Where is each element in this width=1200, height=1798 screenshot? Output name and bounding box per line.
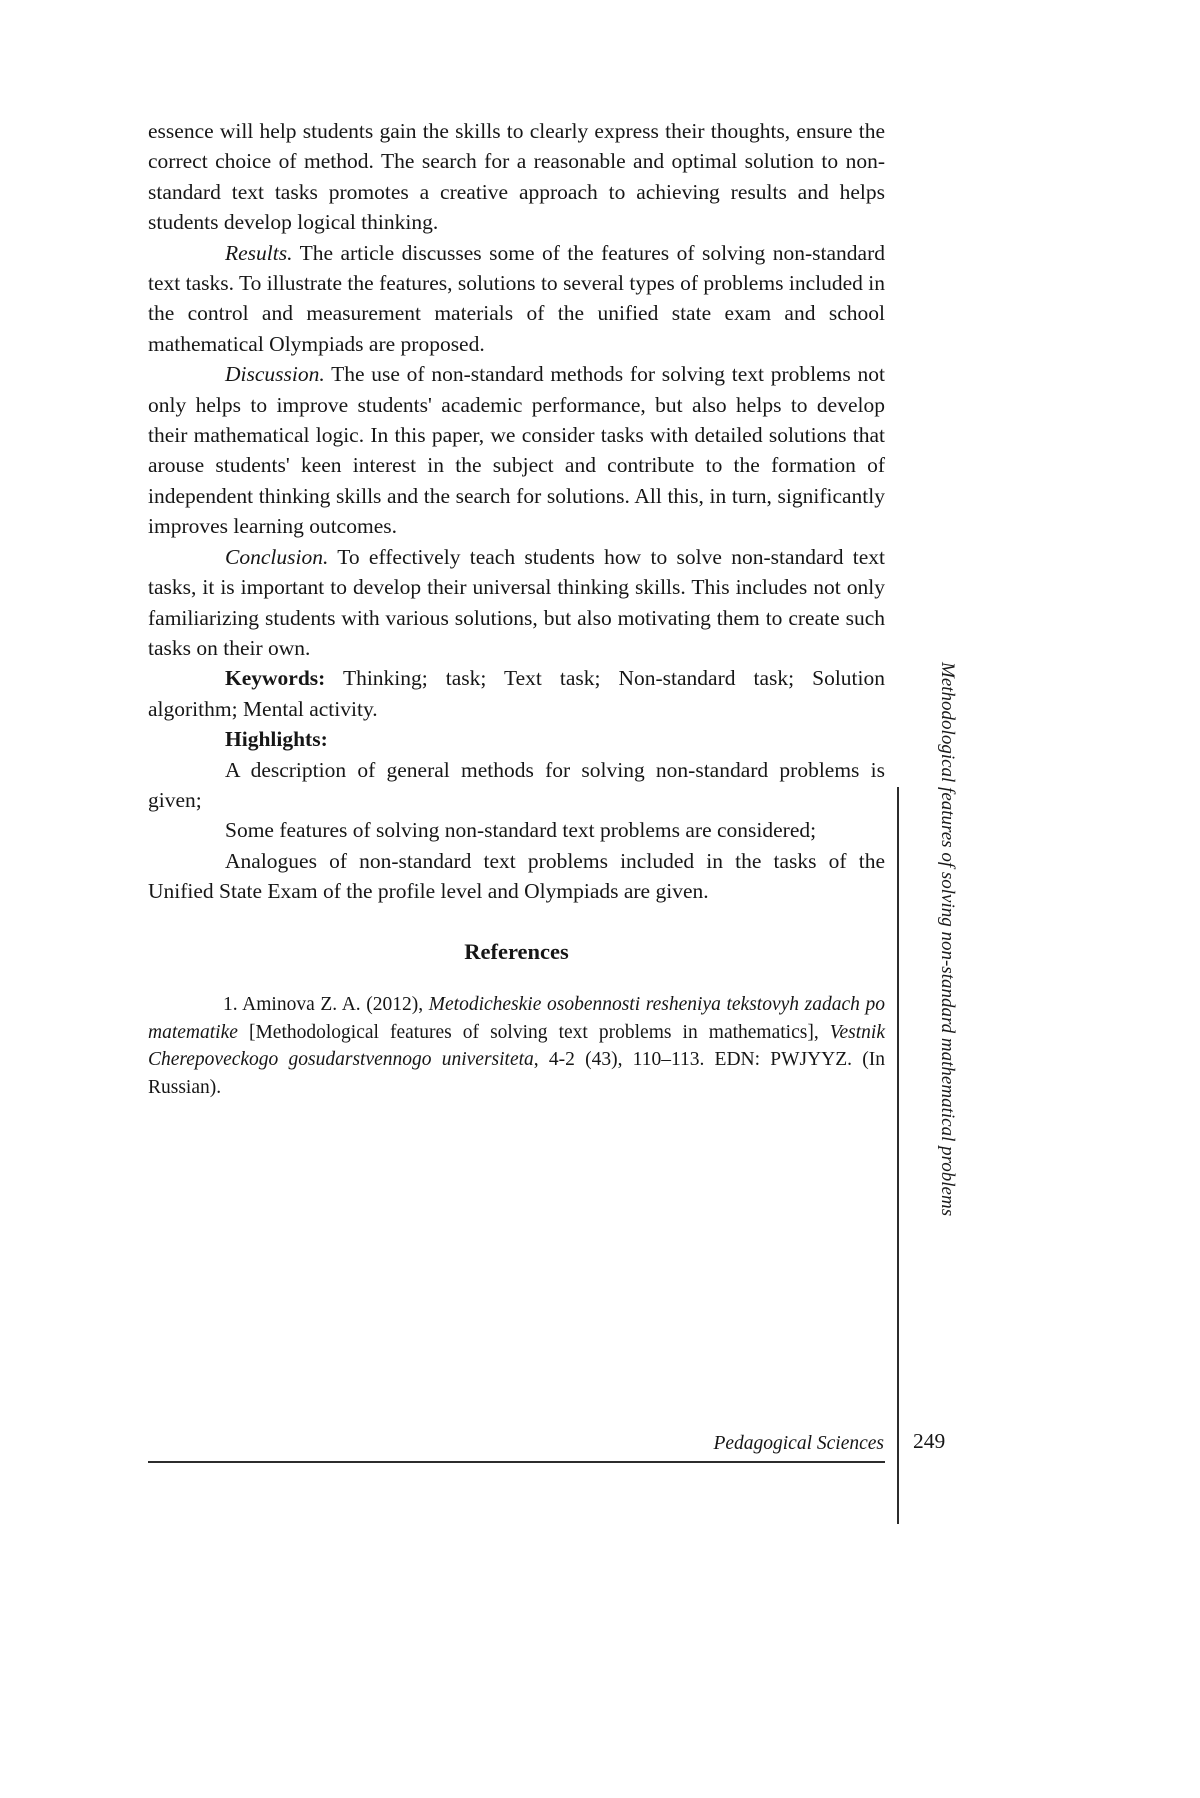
reference-segment: , 4-2 (43), 110–113. EDN: PWJYYZ. (In Russian).: [148, 1049, 886, 1098]
highlight-item: A description of general methods for solving non-standard problems is given;: [148, 757, 885, 812]
reference-segment-journal: Vestnik Cherepoveckogo gosudarstvennogo universiteta: [148, 1021, 885, 1071]
reference-segment: [Methodological features of solving text problems in mathematics],: [237, 1021, 830, 1043]
results-label: Results.: [225, 240, 293, 265]
footer-section-label: Pedagogical Sciences: [713, 1433, 884, 1454]
results-paragraph: [148, 238, 885, 360]
running-sidebar-title: Methodological features of solving non-standard mathematical problems: [937, 662, 958, 1217]
conclusion-label: Conclusion.: [225, 544, 329, 569]
highlight-item: Some features of solving non-standard text problems are considered;: [225, 818, 817, 843]
page-number: 249: [913, 1429, 946, 1453]
highlights-label: Highlights:: [225, 727, 328, 752]
intro-paragraph: essence will help students gain the skills to clearly express their thoughts, ensure the correct choice of method. The search for a reasonable and optimal solution to non-standard text tasks promotes a creative approach to achieving results and helps students develop logical thinking.: [148, 119, 885, 235]
conclusion-text: To effectively teach students how to solve non-standard text tasks, it is important to develop their universal thinking skills. This includes not only familiarizing students with various solutions, but also motivating them to create such tasks on their own.: [148, 544, 885, 660]
results-text: The article discusses some of the features of solving non-standard text tasks. To illustrate the features, solutions to several types of problems included in the control and measurement materials of the unified state exam and school mathematical Olympiads are proposed.: [148, 240, 885, 356]
footer-rule: [148, 1461, 885, 1463]
conclusion-paragraph: [148, 542, 885, 664]
discussion-text: The use of non-standard methods for solving text problems not only helps to improve students' academic performance, but also helps to develop their mathematical logic. In this paper, we consider tasks with detailed solutions that arouse students' keen interest in the subject and contribute to the formation of independent thinking skills and the search for solutions. All this, in turn, significantly improves learning outcomes.: [148, 362, 885, 539]
reference-entry: [148, 991, 885, 1101]
reference-segment-title: Metodicheskie osobennosti resheniya tekstovyh zadach po matematike: [148, 993, 885, 1043]
discussion-label: Discussion.: [225, 362, 325, 387]
keywords-text: Thinking; task; Text task; Non-standard task; Solution algorithm; Mental activity.: [148, 666, 885, 721]
keywords-label: Keywords:: [225, 666, 326, 691]
article-body: [148, 116, 885, 1101]
highlights-heading: [148, 724, 885, 754]
highlight-item: Analogues of non-standard text problems included in the tasks of the Unified State Exam of the profile level and Olympiads are given.: [148, 848, 885, 904]
reference-segment: 1. Aminova Z. A. (2012),: [223, 993, 429, 1015]
discussion-paragraph: [148, 359, 885, 541]
keywords-paragraph: [148, 663, 885, 724]
sidebar-vertical-rule: [897, 787, 899, 1524]
references-heading: References: [464, 938, 569, 964]
